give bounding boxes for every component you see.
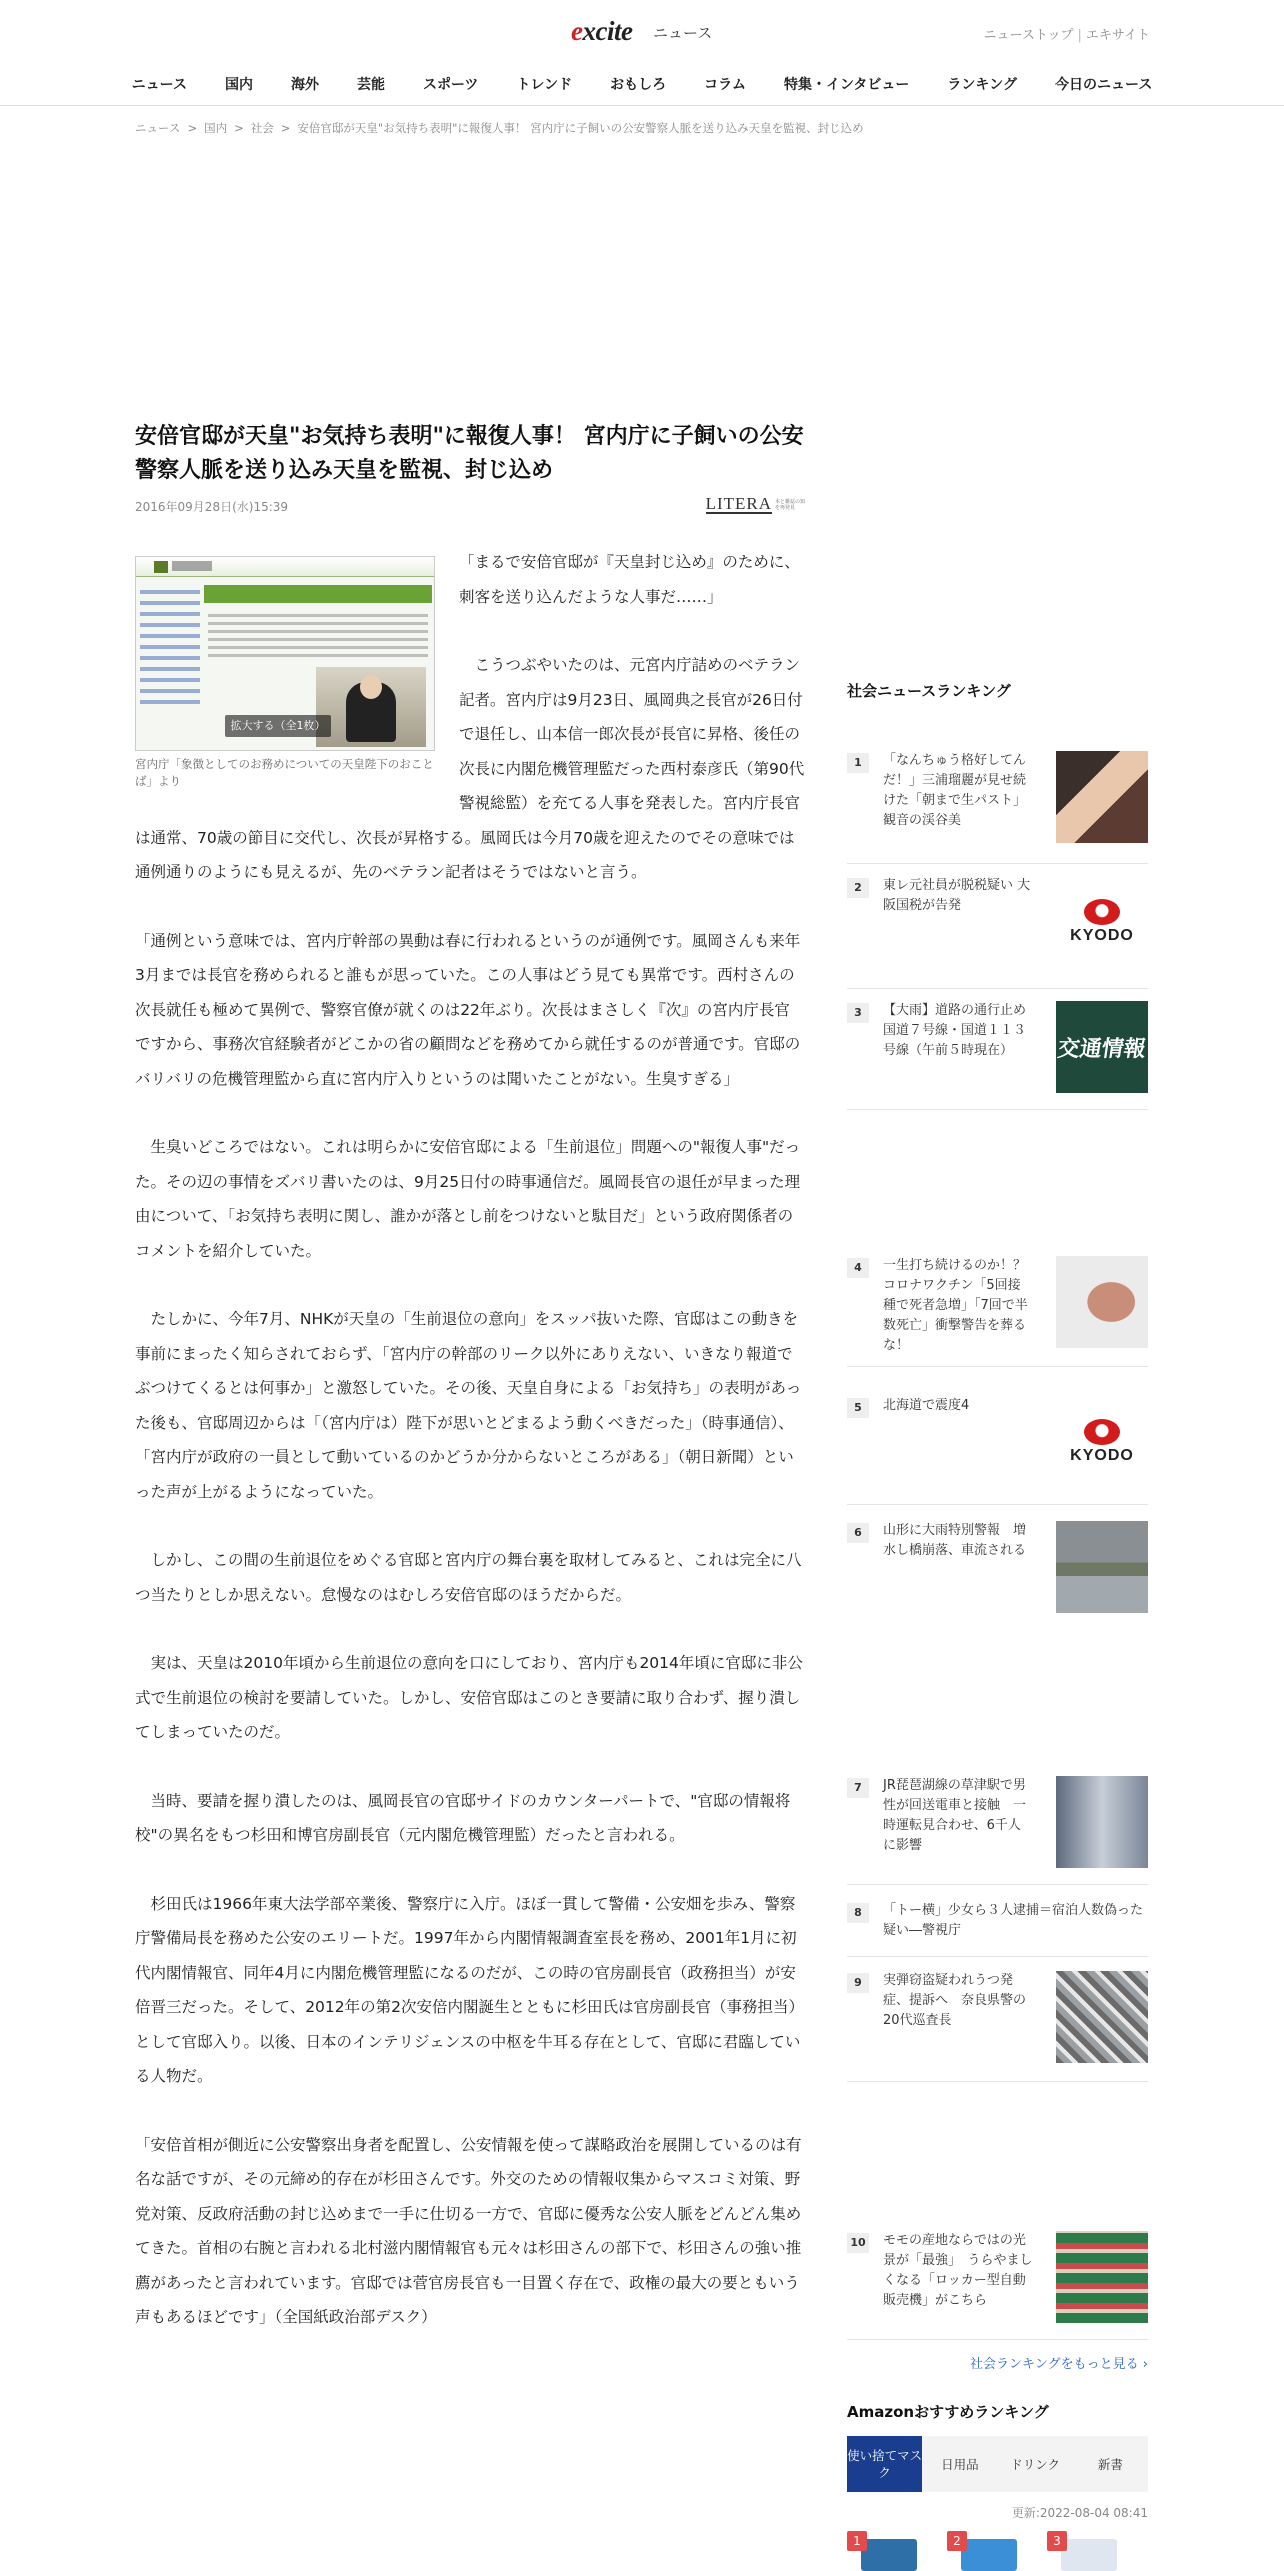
amazon-ranking-title: Amazonおすすめランキング xyxy=(847,2403,1049,2421)
rank-thumbnail[interactable] xyxy=(1056,1776,1148,1868)
nav-item-features[interactable]: 特集・インタビュー xyxy=(783,76,910,93)
tab-books[interactable]: 新書 xyxy=(1097,2456,1123,2472)
divider xyxy=(847,1366,1148,1367)
amazon-item-3[interactable] xyxy=(1047,2531,1137,2571)
nav-item-world[interactable]: 海外 xyxy=(290,76,319,93)
paragraph: 実は、天皇は2010年頃から生前退位の意向を口にしており、宮内庁も2014年頃に官邸に非公式で生前退位の検討を要請していた。しかし、安倍官邸はこのとき要請に取り合わず、握り潰してしまっていたのだ。 xyxy=(135,1654,803,1741)
paragraph: しかし、この間の生前退位をめぐる官邸と宮内庁の舞台裏を取材してみると、これは完全に八つ当たりとしか思えない。怠慢なのはむしろ安倍官邸のほうだからだ。 xyxy=(135,1551,802,1604)
excite-link[interactable]: エキサイト xyxy=(1085,28,1150,43)
amazon-updated: 更新:2022-08-04 08:41 xyxy=(1011,2506,1148,2520)
divider xyxy=(847,863,1148,864)
site-header xyxy=(0,0,1284,62)
header-links xyxy=(980,24,1154,43)
tab-drinks[interactable]: ドリンク xyxy=(1010,2456,1060,2472)
kyodo-logo[interactable] xyxy=(1056,1396,1148,1488)
kyodo-mark-icon xyxy=(1084,1419,1120,1445)
kyodo-logo[interactable] xyxy=(1056,876,1148,968)
nav-item-entertainment[interactable]: 芸能 xyxy=(356,76,385,93)
traffic-label: 交通情報 xyxy=(1056,1036,1148,1062)
divider xyxy=(847,1884,1148,1885)
tab-daily-goods[interactable]: 日用品 xyxy=(941,2456,979,2472)
litera-logo-text: LITERA xyxy=(705,494,772,513)
paragraph: 「安倍首相が側近に公安警察出身者を配置し、公安情報を使って謀略政治を展開しているのは有名な話ですが、その元締め的存在が杉田さんです。外交のための情報収集からマスコミ対策、野党対策、反政府活動の封じ込めまで一手に仕切る一方で、官邸に優秀な公安人脈をどんどん集めてきた。首相の右腕と言われる北村滋内閣情報官も元々は杉田さんの部下で、杉田さんの強い推薦があったと言われています。官邸では菅官房長官も一目置く存在で、政権の最大の要ともいう声もあるほどです」（全国紙政治部デスク） xyxy=(135,2135,802,2326)
amazon-rank-badge: 3 xyxy=(1047,2531,1067,2551)
breadcrumb-news[interactable]: ニュース xyxy=(135,121,181,135)
excite-logo[interactable]: excite xyxy=(571,16,633,46)
link-separator: | xyxy=(1077,28,1082,43)
more-ranking-label: 社会ランキングをもっと見る xyxy=(970,2357,1139,2372)
logo-subtitle[interactable]: ニュース xyxy=(653,24,713,42)
amazon-rank-badge: 1 xyxy=(847,2531,867,2551)
tab-masks[interactable]: 使い捨てマスク xyxy=(847,2436,922,2492)
rank-thumbnail[interactable] xyxy=(1056,2231,1148,2323)
rank-number: 10 xyxy=(847,2233,869,2253)
rank-number: 1 xyxy=(847,753,869,773)
rank-headline[interactable]: モモの産地ならではの光景が「最強」 うらやましくなる「ロッカー型自動販売機」がこちら xyxy=(883,2233,1033,2308)
divider xyxy=(847,2339,1148,2340)
image-face xyxy=(360,675,382,699)
breadcrumb xyxy=(135,120,864,136)
rank-headline[interactable]: 山形に大雨特別警報 増水し橋崩落、車流される xyxy=(883,1523,1027,1558)
image-header-text xyxy=(172,561,212,571)
rank-number: 8 xyxy=(847,1903,869,1923)
divider xyxy=(847,1109,1148,1110)
rank-headline[interactable]: 一生打ち続けるのか！？コロナワクチン「5回接種で死者急増」「7回で半数死亡」衝撃警告を葬るな！ xyxy=(883,1258,1028,1353)
news-top-link[interactable]: ニューストップ xyxy=(983,28,1074,43)
breadcrumb-society[interactable]: 社会 xyxy=(250,121,274,135)
more-ranking-link[interactable] xyxy=(970,2353,1148,2372)
rank-thumbnail[interactable] xyxy=(1056,751,1148,843)
paragraph: 生臭いどころではない。これは明らかに安倍官邸による「生前退位」問題への"報復人事"だった。その辺の事情をズバリ書いたのは、9月25日付の時事通信だ。風岡長官の退任が早まった理由について、「お気持ち表明に関し、誰かが落とし前をつけないと駄目だ」という政府関係者のコメントを紹介していた。 xyxy=(135,1138,801,1260)
nav-item-sports[interactable]: スポーツ xyxy=(422,76,479,93)
rank-thumbnail[interactable] xyxy=(1056,1256,1148,1348)
product-image[interactable] xyxy=(961,2539,1017,2571)
paragraph: 当時、要請を握り潰したのは、風岡長官の官邸サイドのカウンターパートで、"官邸の情報将校"の異名をもつ杉田和博官房副長官（元内閣危機管理監）だったと言われる。 xyxy=(135,1791,791,1844)
article xyxy=(135,420,805,2335)
amazon-rank-badge: 2 xyxy=(947,2531,967,2551)
rank-headline[interactable]: 「なんちゅう格好してんだ！」三浦瑠麗が見せ続けた「朝まで生パスト」 観音の渓谷美 xyxy=(883,753,1027,828)
rank-headline[interactable]: 【大雨】道路の通行止め 国道７号線・国道１１３号線（午前５時現在） xyxy=(883,1003,1027,1058)
amazon-item-1[interactable] xyxy=(847,2531,937,2571)
enlarge-button[interactable]: 拡大する（全1枚） xyxy=(225,715,331,737)
rank-number: 4 xyxy=(847,1258,869,1278)
article-figure xyxy=(135,556,435,790)
nav-item-domestic[interactable]: 国内 xyxy=(224,76,253,93)
divider xyxy=(847,988,1148,989)
litera-logo-sub: 本と雑誌の知を再発見 xyxy=(775,499,806,511)
ranking-title: 社会ニュースランキング xyxy=(847,682,1011,700)
nav-item-funny[interactable]: おもしろ xyxy=(610,76,667,93)
chevron-right-icon: > xyxy=(234,121,244,135)
article-meta xyxy=(135,492,805,532)
breadcrumb-current: 安倍官邸が天皇"お気持ち表明"に報復人事！ 宮内庁に子飼いの公安警察人脈を送り込み天皇を監視、封じ込め xyxy=(297,121,864,135)
chevron-right-icon: > xyxy=(280,121,291,135)
rank-number: 2 xyxy=(847,878,869,898)
product-image[interactable] xyxy=(861,2539,917,2571)
divider xyxy=(847,1956,1148,1957)
rank-number: 3 xyxy=(847,1003,869,1023)
breadcrumb-domestic[interactable]: 国内 xyxy=(204,121,228,135)
nav-item-column[interactable]: コラム xyxy=(704,76,746,93)
nav-item-trend[interactable]: トレンド xyxy=(516,76,573,93)
image-crest xyxy=(154,561,168,573)
rank-number: 5 xyxy=(847,1398,869,1418)
rank-headline[interactable]: 実弾窃盗疑われうつ発症、提訴へ 奈良県警の20代巡査長 xyxy=(883,1973,1027,2028)
paragraph: 杉田氏は1966年東大法学部卒業後、警察庁に入庁。ほぼ一貫して警備・公安畑を歩み、警察庁警備局長を務めた公安のエリートだ。1997年から内閣情報調査室長を務め、2001年1月に初代内閣情報官、同年4月に内閣危機管理監になるのだが、この時の官房副長官（政務担当）が安倍晋三だった。そして、2012年の第2次安倍内閣誕生とともに杉田氏は官房副長官（事務担当）として官邸入り。以後、日本のインテリジェンスの中枢を牛耳る存在として、官邸に君臨している人物だ。 xyxy=(135,1894,805,2085)
image-banner xyxy=(204,585,432,603)
rank-thumbnail[interactable] xyxy=(1056,1001,1148,1093)
paragraph: 「まるで安倍官邸が『天皇封じ込め』のために、刺客を送り込んだような人事だ……」 xyxy=(459,553,800,606)
image-text xyxy=(208,609,428,662)
amazon-item-2[interactable] xyxy=(947,2531,1037,2571)
rank-number: 7 xyxy=(847,1778,869,1798)
rank-thumbnail[interactable] xyxy=(1056,1521,1148,1613)
image-sidebar xyxy=(140,583,200,743)
rank-headline[interactable]: 東レ元社員が脱税疑い 大阪国税が告発 xyxy=(883,878,1031,913)
kyodo-text: KYODO xyxy=(1070,927,1134,944)
paragraph: 「通例という意味では、宮内庁幹部の異動は春に行われるというのが通例です。風岡さんも来年3月までは長官を務められると誰もが思っていた。この人事はどう見ても異常です。西村さんの次長就任も極めて異例で、警察官僚が就くのは22年ぶり。次長はまさしく『次』の宮内庁長官ですから、事務次官経験者がどこかの省の顧問などを務めてから就任するのが普通です。官邸のバリバリの危機管理監から直に宮内庁入りというのは聞いたことがない。生臭すぎる」 xyxy=(135,931,801,1088)
article-date: 2016年09月28日(水)15:39 xyxy=(135,500,289,514)
nav-item-news[interactable]: ニュース xyxy=(131,76,187,93)
rank-headline[interactable]: JR琵琶湖線の草津駅で男性が回送電車と接触 一時運転見合わせ、6千人に影響 xyxy=(883,1778,1027,1853)
rank-number: 6 xyxy=(847,1523,869,1543)
paragraph: こうつぶやいたのは、元宮内庁詰めのベテラン記者。宮内庁は9月23日、風岡典之長官が26日付で退任し、山本信一郎次長が長官に昇格、後任の次長に内閣危機管理監だった西村泰彦氏（第90代警視総監）を充てる人事を発表した。宮内庁長官は通常、70歳の節目に交代し、次長が昇格する。風岡氏は今月70歳を迎えたのでその意味では通例通りのようにも見えるが、先のベテラン記者はそうではないと言う。 xyxy=(135,656,805,881)
rank-number: 9 xyxy=(847,1973,869,1993)
rank-thumbnail[interactable] xyxy=(1056,1971,1148,2063)
rank-headline[interactable]: 「トー横」少女ら３人逮捕＝宿泊人数偽った疑い―警視庁 xyxy=(883,1903,1144,1938)
chevron-right-icon: > xyxy=(187,121,198,135)
global-nav xyxy=(0,62,1284,106)
figure-caption: 宮内庁「象徴としてのお務めについての天皇陛下のおことば」より xyxy=(135,757,434,788)
article-title: 安倍官邸が天皇"お気持ち表明"に報復人事！ 宮内庁に子飼いの公安警察人脈を送り込み天皇を監視、封じ込め xyxy=(135,424,804,483)
chevron-right-icon: › xyxy=(1142,2357,1148,2372)
divider xyxy=(847,2081,1148,2082)
divider xyxy=(847,1504,1148,1505)
amazon-tabs xyxy=(847,2436,1148,2492)
article-image[interactable] xyxy=(135,556,435,751)
nav-item-ranking[interactable]: ランキング xyxy=(947,76,1018,93)
nav-item-today[interactable]: 今日のニュース xyxy=(1055,76,1153,93)
article-body xyxy=(135,532,805,2335)
kyodo-mark-icon xyxy=(1084,899,1120,925)
paragraph: たしかに、今年7月、NHKが天皇の「生前退位の意向」をスッパ抜いた際、官邸はこの動きを事前にまったく知らされておらず、「宮内庁の幹部のリーク以外にありえない、いきなり報道でぶつけてくるとは何事か」と激怒していた。その後、天皇自身による「お気持ち」の表明があった後も、官邸周辺からは「（宮内庁は）陛下が思いとどまるよう動くべきだった」（時事通信）、「宮内庁が政府の一員として動いているのかどうか分からないところがある」（朝日新聞）といった声が上がるようになっていた。 xyxy=(135,1310,802,1501)
sidebar xyxy=(847,680,1148,2548)
kyodo-text: KYODO xyxy=(1070,1447,1134,1464)
rank-headline[interactable]: 北海道で震度4 xyxy=(883,1398,970,1413)
litera-logo[interactable] xyxy=(706,496,805,514)
product-image[interactable] xyxy=(1061,2539,1117,2571)
